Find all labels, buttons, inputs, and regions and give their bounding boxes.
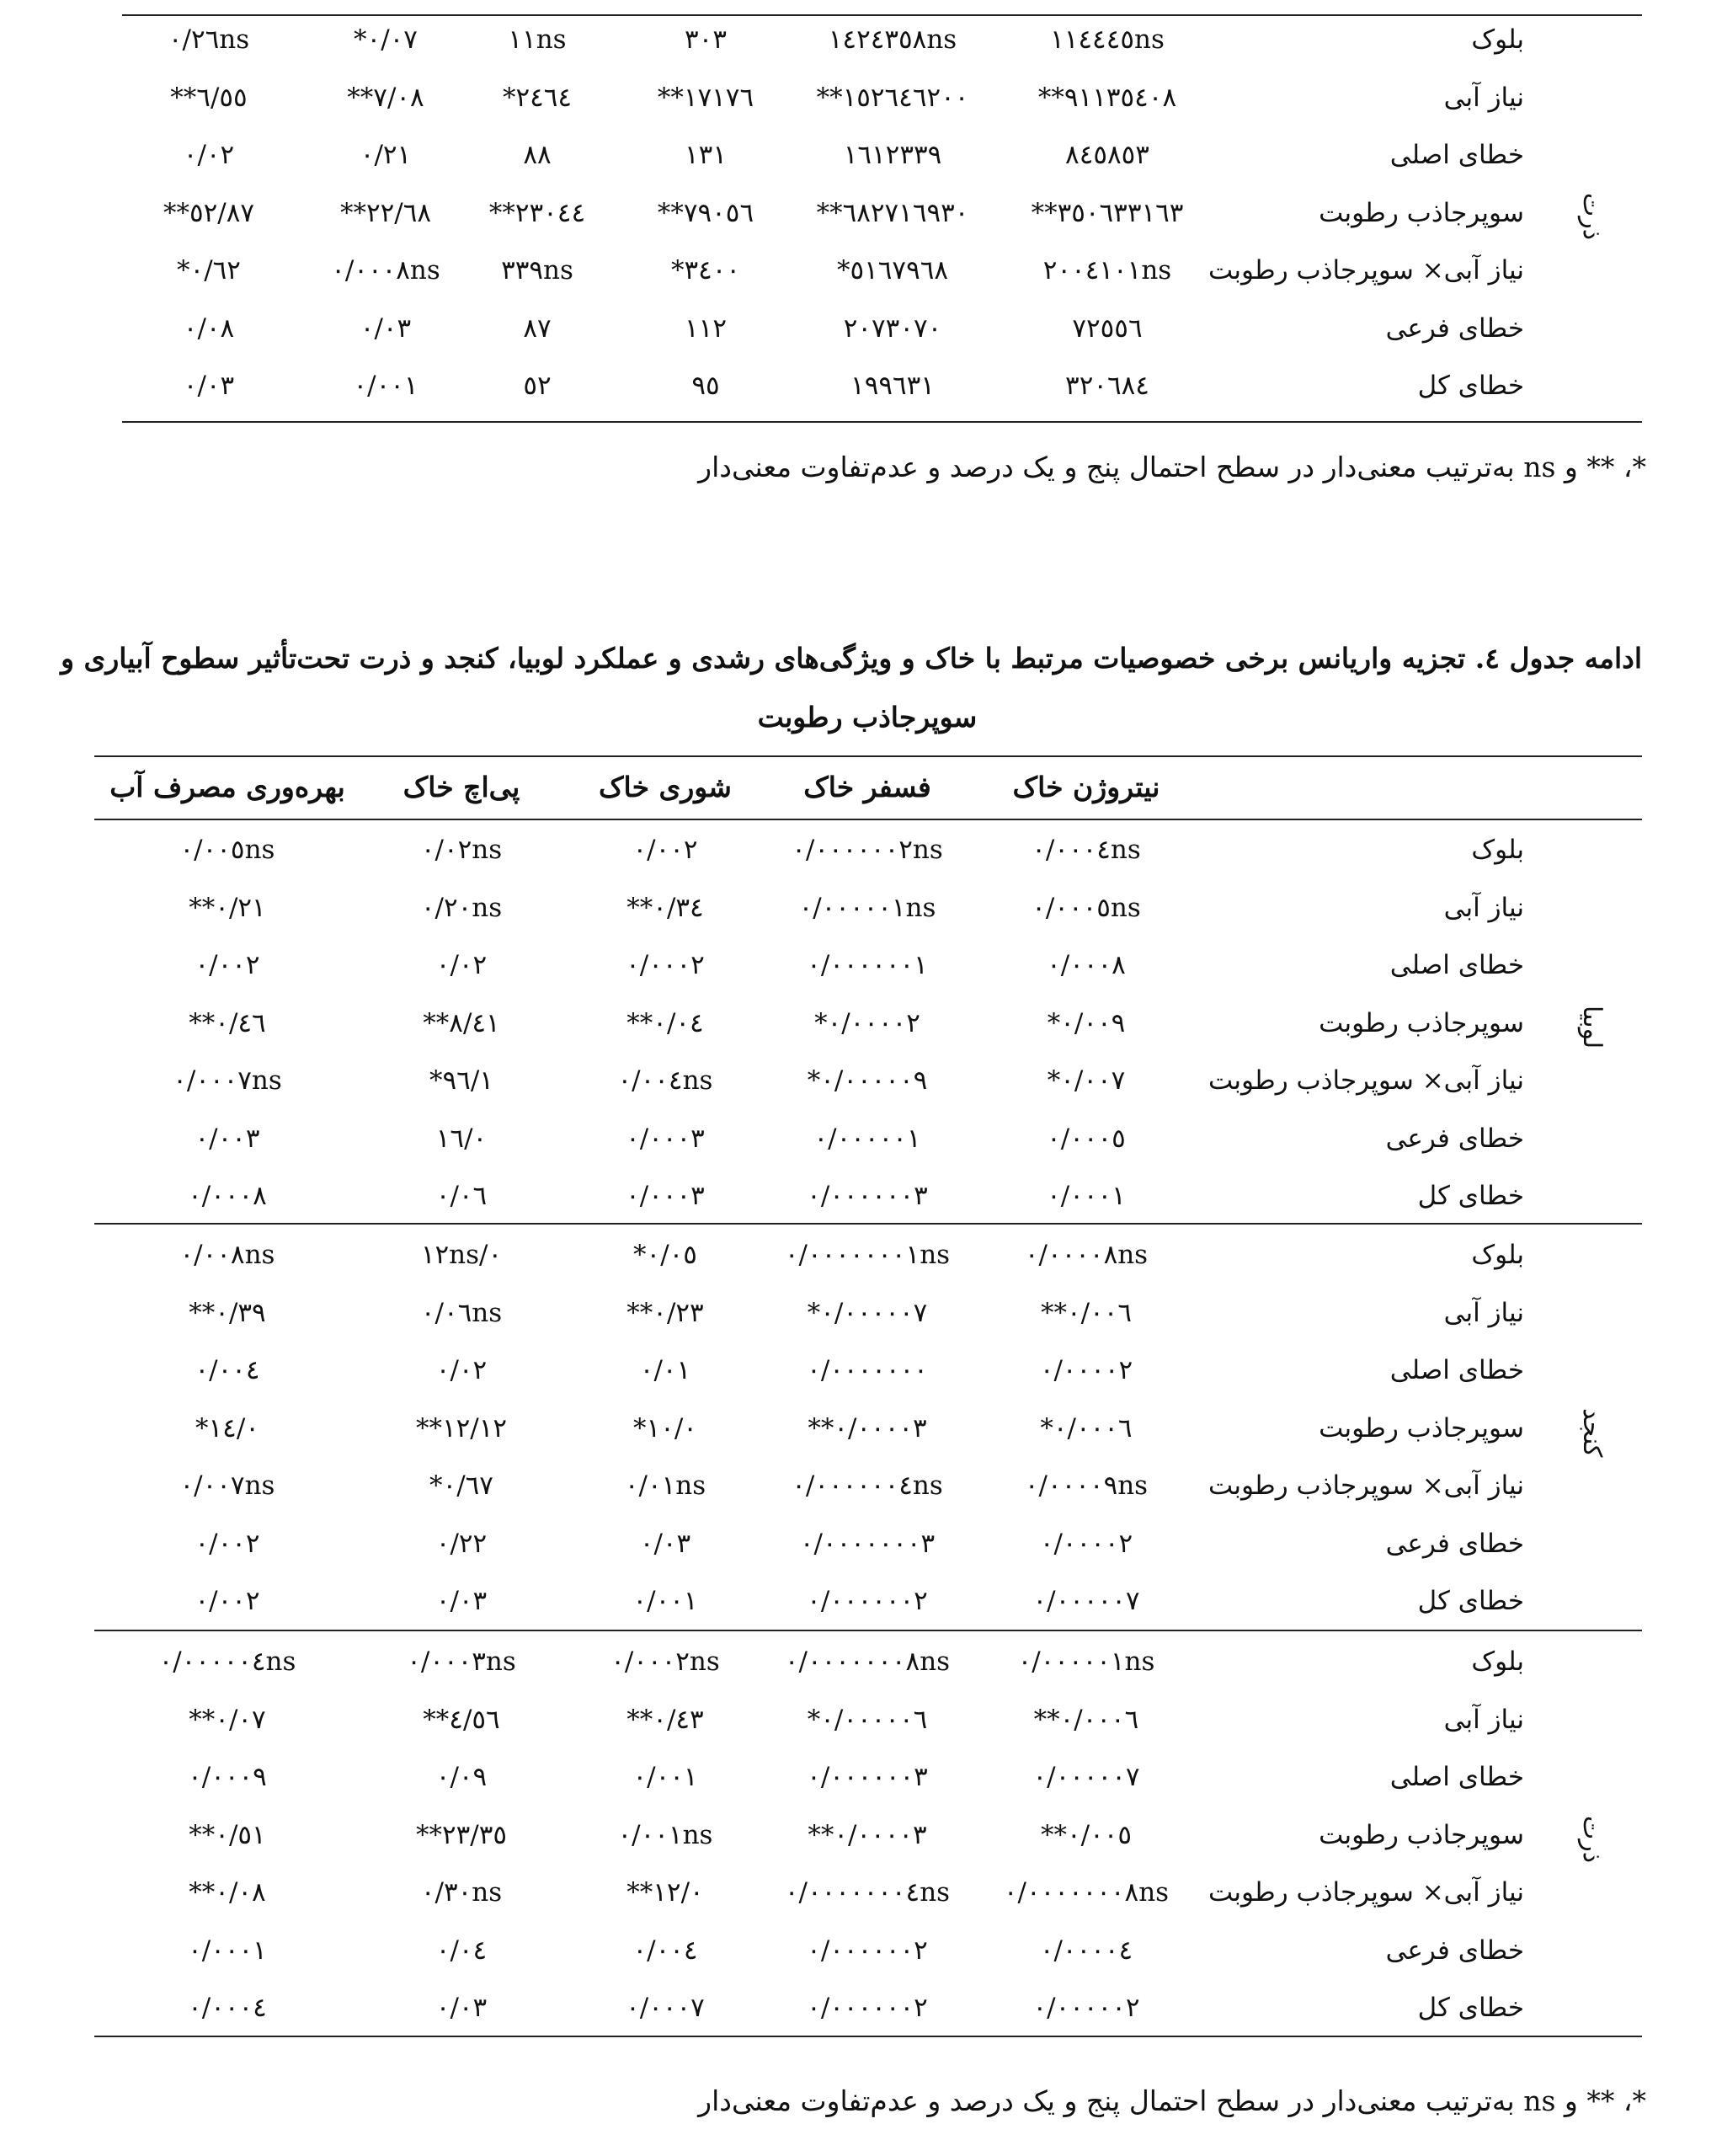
row-source: سوپرجاذب رطوبت xyxy=(1319,1819,1524,1850)
row-source: سوپرجاذب رطوبت xyxy=(1319,1412,1524,1444)
row-source: نیاز آبی× سوپرجاذب رطوبت xyxy=(1208,255,1524,286)
table-row xyxy=(0,1806,1722,1864)
value-cell: ٠/۱٢ns xyxy=(420,1240,503,1270)
row-source: بلوک xyxy=(1471,24,1524,55)
value-cell: ٠/٠٣ xyxy=(360,312,412,344)
row-source: خطای اصلی xyxy=(1389,950,1524,980)
value-cell: ٠/٠٠٠٠٩ns xyxy=(1024,1470,1149,1501)
value-cell: ٠/٠٠٠۱ xyxy=(188,1935,267,1966)
value-cell: ٠/٠٠٢ xyxy=(195,1586,260,1616)
value-cell: ٠/٠٠٧ns xyxy=(179,1470,275,1501)
value-cell: ٢٢/٦٨** xyxy=(339,197,432,228)
value-cell: ٠/٠٠۱ xyxy=(353,371,419,401)
table-row xyxy=(0,242,1722,299)
value-cell: ٠/٠٠٠٠٣** xyxy=(808,1412,927,1444)
value-cell: ٠/٠٠٠٨ xyxy=(1047,950,1126,980)
table-row xyxy=(0,1342,1722,1399)
value-cell: ٨٨ xyxy=(523,140,552,170)
value-cell: ۱۱٤٤٤٥ns xyxy=(1050,24,1165,55)
value-cell: ٠/٦٧* xyxy=(429,1470,493,1501)
row-source: نیاز آبی× سوپرجاذب رطوبت xyxy=(1208,1065,1524,1096)
table-b-header-rule xyxy=(94,819,1642,820)
row-source: خطای فرعی xyxy=(1385,312,1524,344)
group-label: لوبیا xyxy=(1577,1006,1607,1049)
value-cell: ٠/٠٢ns xyxy=(420,835,503,865)
row-source: خطای کل xyxy=(1417,371,1524,401)
value-cell: ٠/٠٣ xyxy=(639,1528,691,1559)
value-cell: ٠/٠٠٠٠٠٠٠۱ns xyxy=(784,1240,951,1270)
value-cell: ٠/٠٠٠٠٠٦* xyxy=(807,1704,928,1735)
value-cell: ٠/٢٢ xyxy=(435,1528,488,1559)
table-row xyxy=(0,184,1722,242)
value-cell: ٢٠٠٤۱٠۱ns xyxy=(1042,255,1172,286)
value-cell: ٠/٠٠٣ xyxy=(195,1123,260,1154)
value-cell: ٠/٠٠٠٠٠٠٠٨ns xyxy=(784,1646,951,1677)
value-cell: ٠/٠٠٠٨ns xyxy=(331,255,440,286)
value-cell: ۱٩٩٦٣۱ xyxy=(850,371,935,401)
table-row xyxy=(0,937,1722,994)
table-b-bottom-rule xyxy=(94,2036,1642,2037)
value-cell: ٠/٠٠٠٠٠۱ns xyxy=(798,892,936,923)
value-cell: ٠/٠٢ xyxy=(183,140,235,170)
row-source: خطای کل xyxy=(1417,1586,1524,1616)
value-cell: ٠/٤٦** xyxy=(189,1007,266,1038)
value-cell: ٠/٠٩ xyxy=(435,1762,488,1792)
value-cell: ٠/٠٠٠٠٠٠٠ xyxy=(807,1355,928,1385)
row-source: خطای اصلی xyxy=(1389,1762,1524,1792)
value-cell: ٥٢ xyxy=(523,371,552,401)
column-header: نیتروژن خاک xyxy=(1012,771,1160,803)
table-row xyxy=(0,357,1722,414)
row-source: سوپرجاذب رطوبت xyxy=(1319,1007,1524,1038)
value-cell: ۱٢/۱٢** xyxy=(415,1412,508,1444)
value-cell: ٠/٠٠٠٢ns xyxy=(610,1646,720,1677)
table-row xyxy=(0,821,1722,878)
value-cell: ٠/٠٣ xyxy=(435,1993,488,2023)
value-cell: ٠/٠٧* xyxy=(354,24,418,55)
value-cell: ٣٢٠٦٨٤ xyxy=(1065,371,1149,401)
table-row xyxy=(0,1922,1722,1979)
value-cell: ٨/٤۱** xyxy=(423,1007,500,1038)
value-cell: ٠/٣٤** xyxy=(626,892,704,923)
value-cell: ٠/٠٠٠٠٠٠٣ xyxy=(807,1762,928,1792)
table-row xyxy=(0,300,1722,357)
value-cell: ٠/۱٤* xyxy=(195,1412,259,1444)
value-cell: ٠/٠٠٥** xyxy=(1040,1819,1133,1850)
value-cell: ٣٤٠٠* xyxy=(670,255,741,286)
value-cell: ٠/٠٠٠٠٣** xyxy=(808,1819,927,1850)
table-row xyxy=(0,1284,1722,1342)
value-cell: ٠/٠٠٩* xyxy=(1047,1007,1126,1038)
row-source: خطای اصلی xyxy=(1389,1355,1524,1385)
row-source: خطای فرعی xyxy=(1385,1935,1524,1966)
value-cell: ٠/٠٠٠٨ xyxy=(188,1181,267,1211)
group-label: ذرت xyxy=(1577,192,1607,241)
value-cell: ٠/٠٠٠٠٠٠٢ xyxy=(807,1993,928,2023)
table-row xyxy=(0,1691,1722,1748)
value-cell: ٠/٠٥* xyxy=(633,1240,697,1270)
table-row xyxy=(0,1226,1722,1283)
row-source: خطای اصلی xyxy=(1389,140,1524,170)
value-cell: ٠/٠٠٠٠٠۱ xyxy=(813,1123,921,1154)
row-source: نیاز آبی xyxy=(1443,1704,1524,1735)
value-cell: ٠/٠٣ xyxy=(435,1586,488,1616)
value-cell: ٨٤٥٨٥٣ xyxy=(1065,140,1149,170)
value-cell: ٠/٢٣** xyxy=(626,1297,704,1328)
column-header: بهره‌وری مصرف آب xyxy=(109,771,345,803)
value-cell: ٠/٠٠٠٠٠۱ns xyxy=(1017,1646,1155,1677)
value-cell: ٣٠٣ xyxy=(685,24,727,55)
table-a-bottom-rule xyxy=(122,421,1642,423)
value-cell: ٠/٠٢ xyxy=(435,1355,488,1385)
table-row xyxy=(0,879,1722,937)
table-row xyxy=(0,126,1722,184)
value-cell: ٠/٠٣ xyxy=(183,371,235,401)
value-cell: ٠/٠٠٠٠٠٠۱ xyxy=(807,950,928,980)
value-cell: ٠/٠٠٠٠٠٧ xyxy=(1032,1586,1140,1616)
value-cell: ٠/٠٠٠٠٠٠٠٣ xyxy=(799,1528,936,1559)
value-cell: ٠/٠٠٠٥ xyxy=(1047,1123,1126,1154)
row-source: خطای کل xyxy=(1417,1181,1524,1211)
value-cell: ٠/٠٨** xyxy=(189,1877,266,1908)
value-cell: ٠/٠٠٠٠٠٠٠٤ns xyxy=(784,1877,951,1908)
value-cell: ٠/٠٠٠٠٠٠٢ xyxy=(807,1935,928,1966)
value-cell: ٠/٠٠٠٦* xyxy=(1040,1412,1133,1444)
value-cell: ٠/٠٠٧* xyxy=(1047,1065,1126,1096)
table-b-group-rule-1 xyxy=(94,1223,1642,1225)
value-cell: ۱٤٢٤٣٥٨ns xyxy=(828,24,957,55)
value-cell: ٠/٠٠٠٠٠٠٤ns xyxy=(792,1470,943,1501)
value-cell: ٠/٠٠٥ns xyxy=(179,835,275,865)
value-cell: ٣٥٠٦٣٣۱٦٣** xyxy=(1031,197,1184,228)
value-cell: ٥۱٦٧٩٦٨* xyxy=(836,255,949,286)
value-cell: ٠/٠٠٠٧ xyxy=(626,1993,705,2023)
value-cell: ٠/٠۱ xyxy=(639,1355,691,1385)
table-row xyxy=(0,1052,1722,1109)
value-cell: ٠/٠٠٠٤ns xyxy=(1032,835,1141,865)
value-cell: ۱/٩٦* xyxy=(429,1065,493,1096)
value-cell: ٠/٠٤** xyxy=(626,1007,704,1038)
value-cell: ٨٧ xyxy=(523,312,552,344)
column-header: پی‌اچ خاک xyxy=(403,771,520,803)
value-cell: ٠/٠٠٠٤ xyxy=(188,1993,267,2023)
value-cell: ٠/٢٦ns xyxy=(168,24,250,55)
value-cell: ٠/٠٠۱ xyxy=(632,1762,698,1792)
table-b-group-rule-2 xyxy=(94,1630,1642,1631)
value-cell: ٩۱۱٣٥٤٠٨** xyxy=(1037,82,1177,113)
value-cell: ٥٢/٨٧** xyxy=(163,197,255,228)
value-cell: ٠/۱٦ xyxy=(435,1123,488,1154)
column-header: شوری خاک xyxy=(599,771,732,803)
row-source: نیاز آبی xyxy=(1443,1297,1524,1328)
value-cell: ٠/٠٠٠٣ xyxy=(626,1181,705,1211)
value-cell: ٠/٢٠ns xyxy=(420,892,503,923)
value-cell: ٠/٠٠٠٦** xyxy=(1033,1704,1139,1735)
value-cell: ٠/٠٠٠۱ xyxy=(1047,1181,1126,1211)
row-source: بلوک xyxy=(1471,1646,1524,1677)
value-cell: ٠/٠٠٢ xyxy=(195,1528,260,1559)
table-row xyxy=(0,1633,1722,1690)
table-b-footnote: *، ** و ns به‌ترتیب معنی‌دار در سطح احتمال پنج و یک درصد و عدم‌تفاوت معنی‌دار xyxy=(698,2084,1646,2117)
value-cell: ٠/٥۱** xyxy=(189,1819,266,1850)
value-cell: ٠/٠٠٢ xyxy=(195,950,260,980)
value-cell: ٠/٠٦ xyxy=(435,1181,488,1211)
value-cell: ٠/٦٢* xyxy=(177,255,241,286)
value-cell: ٠/٠٤ xyxy=(435,1935,488,1966)
value-cell: ٠/٠۱ns xyxy=(624,1470,706,1501)
value-cell: ٧٩٠٥٦** xyxy=(657,197,754,228)
table-row xyxy=(0,1400,1722,1457)
value-cell: ٠/٠٧** xyxy=(189,1704,266,1735)
table-row xyxy=(0,1167,1722,1225)
value-cell: ۱٣۱ xyxy=(685,140,727,170)
value-cell: ٠/٠٠٠٠٤ xyxy=(1039,1935,1133,1966)
value-cell: ٠/٠٠٠٢ xyxy=(626,950,705,980)
value-cell: ٠/٠٠٠٥ns xyxy=(1032,892,1141,923)
row-source: نیاز آبی× سوپرجاذب رطوبت xyxy=(1208,1877,1524,1908)
value-cell: ٠/٢۱ xyxy=(360,140,412,170)
row-source: سوپرجاذب رطوبت xyxy=(1319,197,1524,228)
value-cell: ٠/٠٠٠٠٠٤ns xyxy=(158,1646,296,1677)
row-source: نیاز آبی xyxy=(1443,892,1524,923)
value-cell: ٠/٠٠٠٠٠٧ xyxy=(1032,1762,1140,1792)
row-source: خطای فرعی xyxy=(1385,1528,1524,1559)
value-cell: ٣٣٩ns xyxy=(501,255,573,286)
table-caption-line-2: سوپرجاذب رطوبت xyxy=(757,701,978,734)
value-cell: ٢٤٦٤* xyxy=(502,82,573,113)
row-source: خطای کل xyxy=(1417,1993,1524,2023)
value-cell: ٠/٠٠٤ns xyxy=(617,1065,713,1096)
value-cell: ٠/٠٠٠٠٠٧* xyxy=(807,1297,928,1328)
value-cell: ٠/٠٠٠٠٢ xyxy=(1039,1355,1133,1385)
value-cell: ٠/٠٠٠٧ns xyxy=(173,1065,282,1096)
value-cell: ٠/٤٣** xyxy=(626,1704,704,1735)
table-row xyxy=(0,1748,1722,1806)
value-cell: ٢٣/٣٥** xyxy=(415,1819,508,1850)
table-row xyxy=(0,1110,1722,1167)
value-cell: ٠/٠٠٠٠٠٠٢ns xyxy=(792,835,943,865)
value-cell: ٠/٢۱** xyxy=(189,892,266,923)
value-cell: ٠/٠٠٠٠٢* xyxy=(814,1007,920,1038)
column-header: فسفر خاک xyxy=(803,771,931,803)
value-cell: ٠/٣٠ns xyxy=(420,1877,503,1908)
value-cell: ٠/٠٠۱ xyxy=(632,1586,698,1616)
value-cell: ۱۱ns xyxy=(508,24,567,55)
row-source: نیاز آبی xyxy=(1443,82,1524,113)
row-source: بلوک xyxy=(1471,1240,1524,1270)
value-cell: ٠/٠٠٦** xyxy=(1040,1297,1133,1328)
value-cell: ٠/٠٠٤ xyxy=(195,1355,260,1385)
row-source: نیاز آبی× سوپرجاذب رطوبت xyxy=(1208,1470,1524,1501)
value-cell: ٠/٠٠٤ xyxy=(632,1935,698,1966)
value-cell: ٠/٠٠٠٠٨ns xyxy=(1024,1240,1149,1270)
value-cell: ٩٥ xyxy=(691,371,720,401)
table-row xyxy=(0,1572,1722,1630)
table-row xyxy=(0,69,1722,126)
value-cell: ٠/٠٠٠٠٠٢ xyxy=(1032,1993,1140,2023)
value-cell: ٠/٠٠٠٠٠٠٠٨ns xyxy=(1003,1877,1170,1908)
row-source: بلوک xyxy=(1471,835,1524,865)
value-cell: ۱٥٢٦٤٦٢٠٠** xyxy=(816,82,969,113)
group-label: ذرت xyxy=(1577,1815,1607,1864)
table-a-footnote: *، ** و ns به‌ترتیب معنی‌دار در سطح احتمال پنج و یک درصد و عدم‌تفاوت معنی‌دار xyxy=(698,451,1646,483)
value-cell: ٠/٠٠٠٠٢ xyxy=(1039,1528,1133,1559)
table-row xyxy=(0,1979,1722,2036)
value-cell: ٠/۱٢** xyxy=(626,1877,704,1908)
value-cell: ٧٢٥٥٦ xyxy=(1072,312,1143,344)
group-label: کنجد xyxy=(1577,1407,1607,1458)
value-cell: ٦٨٢٧۱٦٩٣٠** xyxy=(816,197,969,228)
value-cell: ٠/٠٠٠٠٠٠٣ xyxy=(807,1181,928,1211)
value-cell: ٠/٠٢ xyxy=(435,950,488,980)
value-cell: ٠/٠٠٠٣ xyxy=(626,1123,705,1154)
table-row xyxy=(0,1457,1722,1514)
value-cell: ٦/٥٥** xyxy=(170,82,248,113)
table-row xyxy=(0,1864,1722,1921)
value-cell: ۱۱٢ xyxy=(685,312,727,344)
table-row xyxy=(0,995,1722,1052)
value-cell: ٠/٠٠٠٠٠٩* xyxy=(807,1065,928,1096)
value-cell: ٢٠٧٣٠٧٠ xyxy=(843,312,942,344)
value-cell: ٢٣٠٤٤** xyxy=(488,197,586,228)
table-row xyxy=(0,1515,1722,1572)
value-cell: ٠/٣٩** xyxy=(189,1297,266,1328)
value-cell: ٠/٠٠۱ns xyxy=(617,1819,713,1850)
value-cell: ۱٧۱٧٦** xyxy=(657,82,754,113)
value-cell: ۱٦۱٢٣٣٩ xyxy=(843,140,942,170)
value-cell: ٠/٠٠٠٣ns xyxy=(407,1646,516,1677)
table-caption-line-1: ادامه جدول ٤. تجزیه واریانس برخی خصوصیات مرتبط با خاک و ویژگی‌های رشدی و عملکرد لوبیا، کنجد و ذرت تحت‌تأثیر سطوح آبیاری و xyxy=(61,642,1642,675)
value-cell: ٧/٠٨** xyxy=(347,82,424,113)
value-cell: ٠/٠٨ xyxy=(183,312,235,344)
row-source: خطای فرعی xyxy=(1385,1123,1524,1154)
value-cell: ٤/٥٦** xyxy=(423,1704,500,1735)
value-cell: ٠/٠٠٢ xyxy=(632,835,698,865)
value-cell: ٠/٠٠٠٠٠٠٢ xyxy=(807,1586,928,1616)
value-cell: ٠/٠٠٨ns xyxy=(179,1240,275,1270)
value-cell: ٠/۱٠* xyxy=(633,1412,697,1444)
value-cell: ٠/٠٦ns xyxy=(420,1297,503,1328)
table-row xyxy=(0,11,1722,68)
value-cell: ٠/٠٠٠٩ xyxy=(188,1762,267,1792)
